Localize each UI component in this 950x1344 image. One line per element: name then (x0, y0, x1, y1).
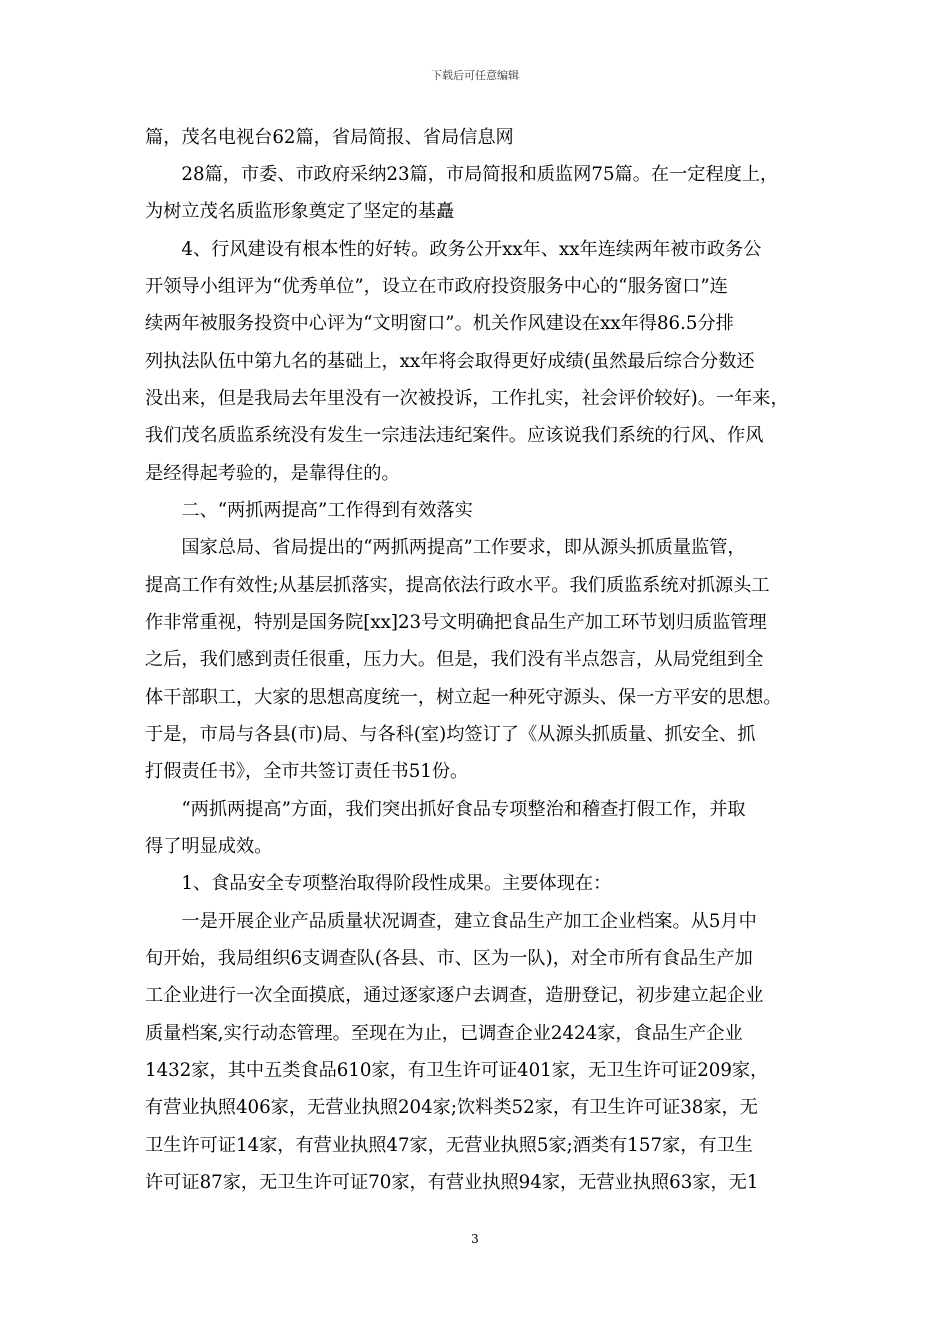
body-line: 1、食品安全专项整治取得阶段性成果。主要体现在： (145, 873, 612, 894)
body-line: 之后，我们感到责任很重，压力大。但是，我们没有半点怨言，从局党组到全 (145, 649, 764, 670)
body-line: 质量档案,实行动态管理。至现在为止，已调查企业2424家，食品生产企业 (145, 1023, 743, 1044)
body-line: 列执法队伍中第九名的基础上，xx年将会取得更好成绩(虽然最后综合分数还 (145, 351, 755, 372)
body-line: 许可证87家，无卫生许可证70家，有营业执照94家，无营业执照63家，无1 (145, 1172, 759, 1193)
body-line: 1432家，其中五类食品610家，有卫生许可证401家，无卫生许可证209家， (145, 1060, 769, 1081)
body-line: 旬开始，我局组织6支调查队(各县、市、区为一队)，对全市所有食品生产加 (145, 948, 753, 969)
body-line: 有营业执照406家，无营业执照204家;饮料类52家，有卫生许可证38家，无 (145, 1097, 758, 1118)
body-line: 卫生许可证14家，有营业执照47家，无营业执照5家;酒类有157家，有卫生 (145, 1135, 753, 1156)
body-line: 我们茂名质监系统没有发生一宗违法违纪案件。应该说我们系统的行风、作风 (145, 425, 764, 446)
body-line: 工企业进行一次全面摸底，通过逐家逐户去调查，造册登记，初步建立起企业 (145, 985, 764, 1006)
body-line: 一是开展企业产品质量状况调查，建立食品生产加工企业档案。从5月中 (145, 911, 757, 932)
body-line: 开领导小组评为“优秀单位”，设立在市政府投资服务中心的“服务窗口”连 (145, 276, 728, 297)
body-line: 作非常重视，特别是国务院[xx]23号文明确把食品生产加工环节划归质监管理 (145, 612, 767, 633)
page-number: 3 (471, 1232, 479, 1246)
body-line: 篇，茂名电视台62篇，省局简报、省局信息网 (145, 127, 514, 148)
body-line: 没出来，但是我局去年里没有一次被投诉，工作扎实，社会评价较好)。一年来， (145, 388, 789, 409)
body-line: 国家总局、省局提出的“两抓两提高”工作要求，即从源头抓质量监管， (145, 537, 746, 558)
body-line: 于是，市局与各县(市)局、与各科(室)均签订了《从源头抓质量、抓安全、抓 (145, 724, 756, 745)
body-line: 提高工作有效性;从基层抓落实，提高依法行政水平。我们质监系统对抓源头工 (145, 575, 770, 596)
section-heading: 二、“两抓两提高”工作得到有效落实 (145, 500, 473, 521)
body-line: 体干部职工，大家的思想高度统一，树立起一种死守源头、保一方平安的思想。 (145, 687, 782, 708)
body-line: 得了明显成效。 (145, 836, 273, 857)
body-line: 是经得起考验的，是靠得住的。 (145, 463, 400, 484)
body-line: “两抓两提高”方面，我们突出抓好食品专项整治和稽查打假工作，并取 (145, 799, 746, 820)
body-line: 打假责任书》，全市共签订责任书51份。 (145, 761, 469, 782)
body-line: 续两年被服务投资中心评为“文明窗口”。机关作风建设在xx年得86.5分排 (145, 313, 734, 334)
page-header: 下载后可任意编辑 (431, 69, 519, 82)
body-line: 为树立茂名质监形象奠定了坚定的基矗 (145, 201, 455, 222)
body-line: 4、行风建设有根本性的好转。政务公开xx年、xx年连续两年被市政务公 (145, 239, 762, 260)
body-line: 28篇，市委、市政府采纳23篇，市局简报和质监网75篇。在一定程度上， (145, 164, 779, 185)
